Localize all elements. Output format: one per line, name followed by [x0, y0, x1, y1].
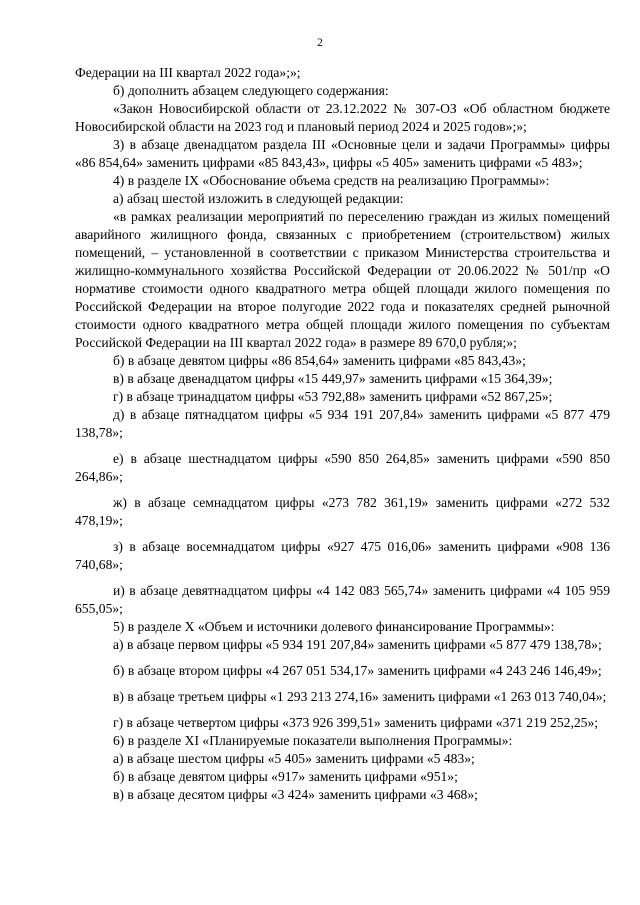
- paragraph: в) в абзаце третьем цифры «1 293 213 274,16» заменить цифрами «1 263 013 740,04»;: [113, 689, 607, 704]
- paragraph: г) в абзаце тринадцатом цифры «53 792,88» заменить цифрами «52 867,25»;: [113, 389, 553, 404]
- paragraph: а) в абзаце шестом цифры «5 405» заменить цифрами «5 483»;: [113, 751, 475, 766]
- paragraph: е) в абзаце шестнадцатом цифры «590 850 264,85» заменить цифрами «590 850 264,86»;: [75, 451, 610, 484]
- paragraph: з) в абзаце восемнадцатом цифры «927 475 016,06» заменить цифрами «908 136 740,68»;: [75, 539, 610, 572]
- paragraph: а) в абзаце первом цифры «5 934 191 207,84» заменить цифрами «5 877 479 138,78»;: [113, 637, 602, 652]
- paragraph: «Закон Новосибирской области от 23.12.2022 № 307-ОЗ «Об областном бюджете Новосибирской области на 2023 год и плановый период 2024 и 2025 годов»;»;: [75, 101, 610, 134]
- paragraph: 4) в разделе IX «Обоснование объема средств на реализацию Программы»:: [113, 173, 550, 188]
- paragraph: а) абзац шестой изложить в следующей редакции:: [113, 191, 404, 206]
- paragraph: и) в абзаце девятнадцатом цифры «4 142 083 565,74» заменить цифрами «4 105 959 655,05»;: [75, 583, 610, 616]
- paragraph: ж) в абзаце семнадцатом цифры «273 782 361,19» заменить цифрами «272 532 478,19»;: [75, 495, 610, 528]
- paragraph: 3) в абзаце двенадцатом раздела III «Основные цели и задачи Программы» цифры «86 854,64» заменить цифрами «85 843,43», цифры «5 405» заменить цифрами «5 483»;: [75, 137, 610, 170]
- paragraph: г) в абзаце четвертом цифры «373 926 399,51» заменить цифрами «371 219 252,25»;: [113, 715, 599, 730]
- paragraph: д) в абзаце пятнадцатом цифры «5 934 191 207,84» заменить цифрами «5 877 479 138,78»;: [75, 407, 610, 440]
- page-number: 2: [317, 37, 323, 49]
- paragraph: Федерации на III квартал 2022 года»;»;: [75, 65, 301, 80]
- paragraph: б) в абзаце девятом цифры «86 854,64» заменить цифрами «85 843,43»;: [113, 353, 526, 368]
- paragraph: в) в абзаце десятом цифры «3 424» заменить цифрами «3 468»;: [113, 787, 478, 802]
- paragraph: «в рамках реализации мероприятий по переселению граждан из жилых помещений аварийного жилищного фонда, связанных с приобретением (строительством) жилых помещений, – установленной в соответствии с приказом Министерства строительства и жилищно-коммунального хозяйства Российской Федерации от 20.06.2022 № 501/пр «О нормативе стоимости одного квадратного метра общей площади жилого помещения по Российской Федерации на второе полугодие 2022 года и показателях средней рыночной стоимости одного квадратного метра общей площади жилого помещения по субъектам Российской Федерации на III квартал 2022 года» в размере 89 670,0 рубля;»;: [75, 209, 610, 350]
- paragraph: 5) в разделе X «Объем и источники долевого финансирование Программы»:: [113, 619, 555, 634]
- paragraph: б) в абзаце девятом цифры «917» заменить цифрами «951»;: [113, 769, 458, 784]
- paragraph: б) дополнить абзацем следующего содержания:: [113, 83, 389, 98]
- paragraph: в) в абзаце двенадцатом цифры «15 449,97» заменить цифрами «15 364,39»;: [113, 371, 553, 386]
- paragraph: б) в абзаце втором цифры «4 267 051 534,17» заменить цифрами «4 243 246 146,49»;: [113, 663, 602, 678]
- paragraph: 6) в разделе XI «Планируемые показатели выполнения Программы»:: [113, 733, 513, 748]
- document-body: [75, 64, 610, 804]
